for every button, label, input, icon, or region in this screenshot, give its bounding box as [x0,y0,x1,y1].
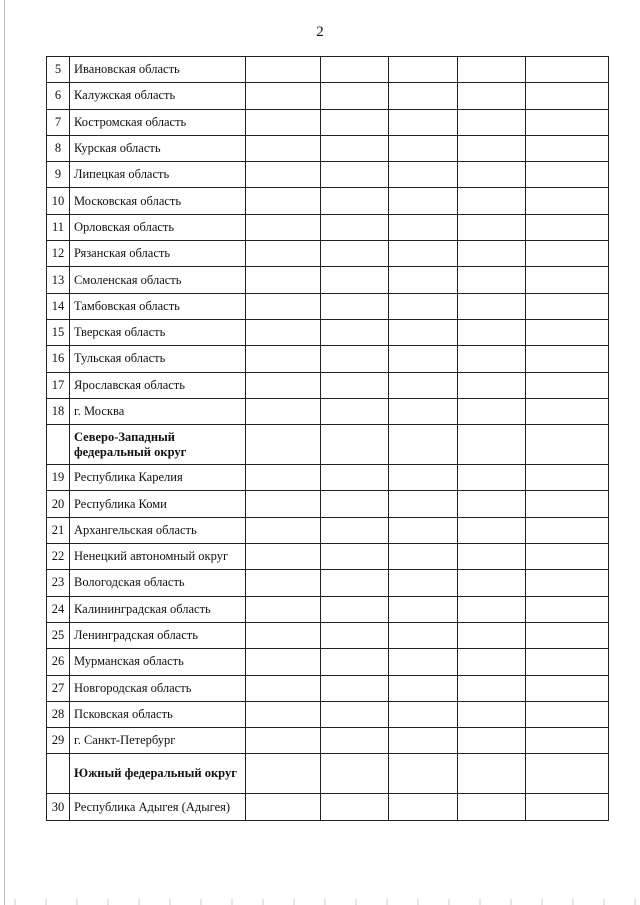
region-name: Псковская область [70,701,246,727]
empty-cell [389,425,458,465]
empty-cell [246,241,321,267]
empty-cell [526,728,609,754]
empty-cell [321,109,389,135]
empty-cell [246,465,321,491]
empty-cell [246,794,321,820]
empty-cell [389,267,458,293]
empty-cell [389,675,458,701]
empty-cell [321,794,389,820]
empty-cell [389,701,458,727]
empty-cell [526,135,609,161]
empty-cell [458,649,526,675]
row-number: 30 [47,794,70,820]
region-name: г. Москва [70,398,246,424]
empty-cell [458,425,526,465]
empty-cell [246,517,321,543]
empty-cell [321,83,389,109]
empty-cell [526,425,609,465]
region-name: г. Санкт-Петербург [70,728,246,754]
empty-cell [389,241,458,267]
empty-cell [526,188,609,214]
district-header-row [47,754,609,794]
empty-cell [321,728,389,754]
empty-cell [389,649,458,675]
empty-cell [321,293,389,319]
empty-cell [458,162,526,188]
region-name: Ненецкий автономный округ [70,544,246,570]
empty-cell [321,135,389,161]
empty-cell [321,517,389,543]
empty-cell [458,794,526,820]
table-row [47,491,609,517]
table-row [47,57,609,83]
table-row [47,346,609,372]
region-name: Архангельская область [70,517,246,543]
empty-cell [458,241,526,267]
empty-cell [526,57,609,83]
empty-cell [389,346,458,372]
empty-cell [389,162,458,188]
empty-cell [526,701,609,727]
empty-cell [526,109,609,135]
region-name: Республика Карелия [70,465,246,491]
empty-cell [389,491,458,517]
empty-cell [321,465,389,491]
region-name: Костромская область [70,109,246,135]
empty-cell [246,728,321,754]
empty-cell [246,425,321,465]
region-name: Республика Коми [70,491,246,517]
empty-cell [321,675,389,701]
empty-cell [526,162,609,188]
empty-cell [321,491,389,517]
empty-cell [321,754,389,794]
empty-cell [321,425,389,465]
row-number: 28 [47,701,70,727]
region-name: Липецкая область [70,162,246,188]
empty-cell [389,465,458,491]
table-row [47,465,609,491]
region-name: Новгородская область [70,675,246,701]
district-name: Северо-Западный федеральный округ [70,425,246,465]
row-number: 27 [47,675,70,701]
empty-cell [458,188,526,214]
empty-cell [246,293,321,319]
row-number: 25 [47,622,70,648]
empty-cell [458,83,526,109]
region-name: Смоленская область [70,267,246,293]
empty-cell [458,372,526,398]
table-row [47,622,609,648]
empty-cell [246,135,321,161]
table-row [47,293,609,319]
empty-cell [458,214,526,240]
empty-cell [526,372,609,398]
empty-cell [526,754,609,794]
empty-cell [526,346,609,372]
empty-cell [389,794,458,820]
empty-cell [458,109,526,135]
empty-cell [389,83,458,109]
empty-cell [246,491,321,517]
empty-cell [321,241,389,267]
region-name: Республика Адыгея (Адыгея) [70,794,246,820]
row-number: 5 [47,57,70,83]
empty-cell [321,188,389,214]
empty-cell [246,346,321,372]
empty-cell [526,622,609,648]
table-row [47,267,609,293]
empty-cell [246,162,321,188]
scan-artifact [0,899,640,905]
empty-cell [458,596,526,622]
row-number: 26 [47,649,70,675]
empty-cell [389,622,458,648]
empty-cell [246,649,321,675]
row-number: 16 [47,346,70,372]
row-number: 8 [47,135,70,161]
empty-cell [526,241,609,267]
row-number: 23 [47,570,70,596]
row-number: 22 [47,544,70,570]
empty-cell [458,135,526,161]
empty-cell [246,754,321,794]
row-number: 9 [47,162,70,188]
empty-cell [458,267,526,293]
table-row [47,517,609,543]
empty-cell [246,372,321,398]
empty-cell [389,293,458,319]
empty-cell [389,109,458,135]
region-name: Ленинградская область [70,622,246,648]
table-row [47,728,609,754]
empty-cell [321,701,389,727]
region-name: Калужская область [70,83,246,109]
empty-cell [389,135,458,161]
empty-cell [526,544,609,570]
empty-cell [458,57,526,83]
empty-cell [458,544,526,570]
empty-cell [458,517,526,543]
empty-cell [526,293,609,319]
empty-cell [321,570,389,596]
empty-cell [246,570,321,596]
empty-cell [526,675,609,701]
empty-cell [458,754,526,794]
empty-cell [526,491,609,517]
table-row [47,701,609,727]
region-name: Мурманская область [70,649,246,675]
empty-cell [389,754,458,794]
empty-cell [246,398,321,424]
row-number: 14 [47,293,70,319]
empty-cell [246,675,321,701]
empty-cell [526,83,609,109]
empty-cell [321,267,389,293]
empty-cell [321,346,389,372]
empty-cell [526,319,609,345]
empty-cell [246,544,321,570]
empty-cell [458,570,526,596]
row-number: 7 [47,109,70,135]
empty-cell [526,267,609,293]
row-number: 13 [47,267,70,293]
row-number: 21 [47,517,70,543]
row-number [47,754,70,794]
region-name: Курская область [70,135,246,161]
empty-cell [321,372,389,398]
empty-cell [321,214,389,240]
table-row [47,241,609,267]
empty-cell [526,517,609,543]
table-row [47,570,609,596]
table-row [47,135,609,161]
empty-cell [458,465,526,491]
row-number: 12 [47,241,70,267]
empty-cell [458,622,526,648]
empty-cell [458,293,526,319]
empty-cell [246,267,321,293]
empty-cell [458,346,526,372]
empty-cell [321,57,389,83]
empty-cell [321,319,389,345]
district-header-row [47,425,609,465]
table-row [47,649,609,675]
table-row [47,794,609,820]
table-row [47,398,609,424]
regions-table-body [47,57,609,821]
table-row [47,544,609,570]
table-row [47,162,609,188]
empty-cell [458,491,526,517]
empty-cell [526,649,609,675]
empty-cell [458,398,526,424]
row-number: 19 [47,465,70,491]
empty-cell [526,794,609,820]
page-number: 2 [316,24,324,40]
row-number: 20 [47,491,70,517]
empty-cell [246,622,321,648]
region-name: Тверская область [70,319,246,345]
table-row [47,83,609,109]
table-row [47,188,609,214]
empty-cell [389,398,458,424]
table-row [47,319,609,345]
empty-cell [246,701,321,727]
empty-cell [458,701,526,727]
row-number: 29 [47,728,70,754]
empty-cell [526,596,609,622]
region-name: Тульская область [70,346,246,372]
empty-cell [321,596,389,622]
row-number: 17 [47,372,70,398]
row-number: 11 [47,214,70,240]
empty-cell [246,188,321,214]
empty-cell [526,570,609,596]
empty-cell [458,675,526,701]
region-name: Калининградская область [70,596,246,622]
row-number: 6 [47,83,70,109]
region-name: Ивановская область [70,57,246,83]
empty-cell [246,83,321,109]
region-name: Тамбовская область [70,293,246,319]
regions-table [46,56,609,821]
empty-cell [389,517,458,543]
empty-cell [321,398,389,424]
table-row [47,214,609,240]
empty-cell [389,544,458,570]
row-number: 18 [47,398,70,424]
empty-cell [389,188,458,214]
empty-cell [246,319,321,345]
empty-cell [458,728,526,754]
empty-cell [389,319,458,345]
empty-cell [389,570,458,596]
empty-cell [389,57,458,83]
empty-cell [246,57,321,83]
district-name: Южный федеральный округ [70,754,246,794]
empty-cell [526,398,609,424]
table-row [47,596,609,622]
empty-cell [458,319,526,345]
row-number: 10 [47,188,70,214]
row-number: 15 [47,319,70,345]
empty-cell [526,465,609,491]
table-row [47,109,609,135]
empty-cell [389,596,458,622]
row-number [47,425,70,465]
empty-cell [246,596,321,622]
empty-cell [389,372,458,398]
empty-cell [389,728,458,754]
empty-cell [321,649,389,675]
region-name: Вологодская область [70,570,246,596]
row-number: 24 [47,596,70,622]
empty-cell [321,544,389,570]
empty-cell [246,214,321,240]
region-name: Ярославская область [70,372,246,398]
region-name: Рязанская область [70,241,246,267]
table-row [47,675,609,701]
empty-cell [526,214,609,240]
region-name: Московская область [70,188,246,214]
empty-cell [321,162,389,188]
empty-cell [246,109,321,135]
empty-cell [389,214,458,240]
empty-cell [321,622,389,648]
scan-edge [4,0,5,905]
region-name: Орловская область [70,214,246,240]
table-row [47,372,609,398]
